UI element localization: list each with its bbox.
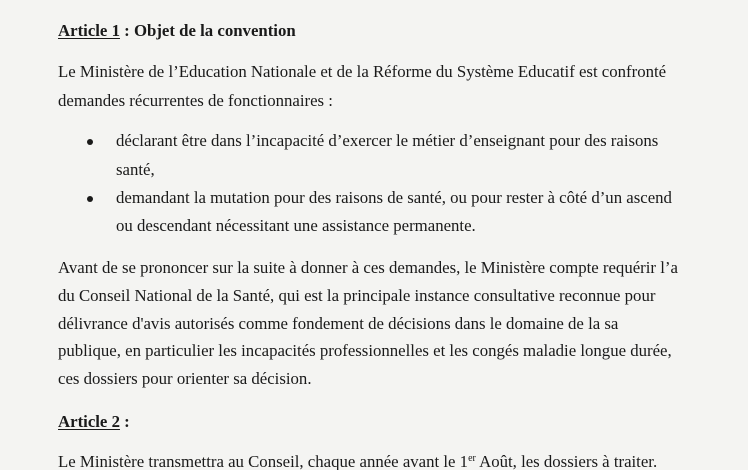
paragraph-line-4: publique, en particulier les incapacités professionnelles et les congés maladie longue durée,	[58, 341, 672, 360]
bullet-1-line-2: santé,	[116, 160, 155, 179]
article-2-text-start: Le Ministère transmettra au Conseil, chaque année avant le 1	[58, 452, 469, 470]
article-1-title: : Objet de la convention	[119, 21, 296, 40]
paragraph-line-1: Avant de se prononcer sur la suite à donner à ces demandes, le Ministère compte requérir l’a	[58, 258, 678, 277]
bullet-2-line-2: ou descendant nécessitant une assistance permanente.	[116, 216, 476, 235]
article-1-heading	[58, 21, 296, 41]
article-2-label: Article 2	[58, 412, 120, 431]
article-2-title: :	[119, 412, 130, 431]
intro-line-1: Le Ministère de l’Education Nationale et de la Réforme du Système Educatif est confronté	[58, 62, 667, 81]
paragraph-line-5: ces dossiers pour orienter sa décision.	[58, 369, 312, 388]
paragraph-line-3: délivrance d'avis autorisés comme fondement de décisions dans le domaine de la sa	[58, 314, 619, 333]
intro-line-2: demandes récurrentes de fonctionnaires :	[58, 91, 333, 110]
article-2-heading	[58, 412, 130, 432]
paragraph-line-2: du Conseil National de la Santé, qui est la principale instance consultative reconnue pour	[58, 286, 656, 305]
bullet-2-line-1: demandant la mutation pour des raisons de santé, ou pour rester à côté d’un ascend	[116, 188, 672, 207]
bullet-1-line-1: déclarant être dans l’incapacité d’exercer le métier d’enseignant pour des raisons	[116, 131, 659, 150]
article-2-text-end: Août, les dossiers à traiter.	[475, 452, 658, 470]
article-2-text	[58, 452, 657, 470]
bullet-icon	[87, 196, 93, 202]
article-2-superscript: er	[468, 453, 476, 464]
bullet-icon	[87, 139, 93, 145]
article-1-label: Article 1	[58, 21, 120, 40]
